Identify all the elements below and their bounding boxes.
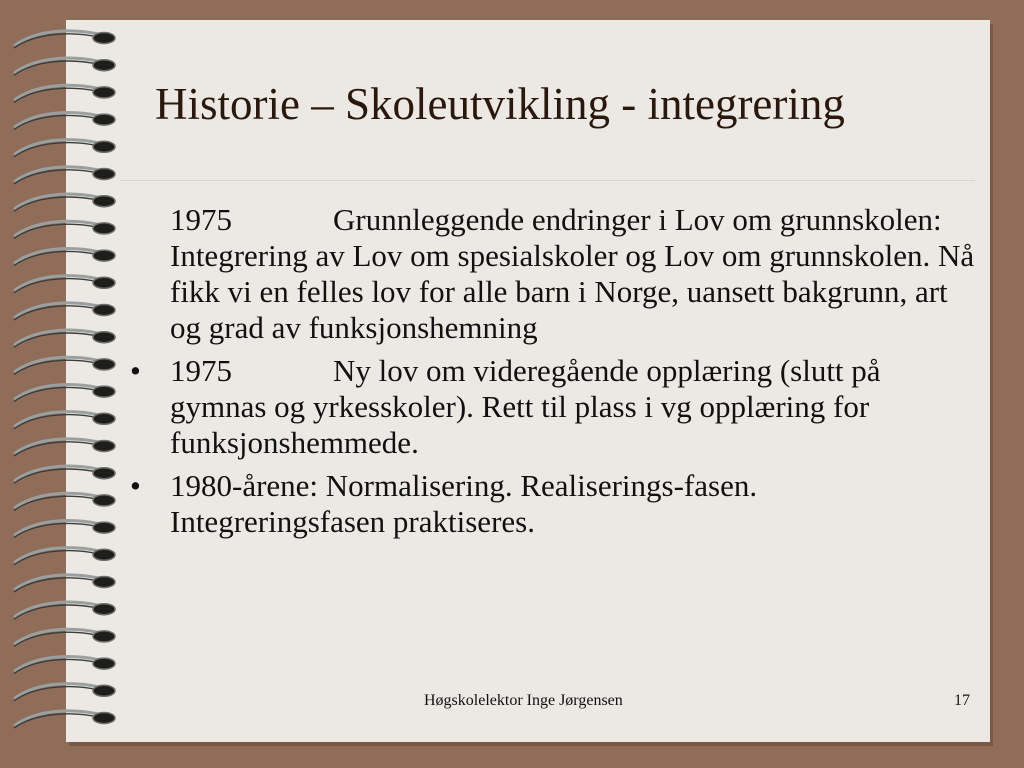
binding-hole [93, 577, 115, 588]
spiral-ring [14, 493, 98, 508]
spiral-ring [14, 520, 98, 535]
spiral-ring-shadow [14, 632, 98, 646]
spiral-ring [14, 112, 98, 127]
list-item [130, 202, 975, 346]
spiral-ring-shadow [14, 415, 98, 429]
spiral-ring-shadow [14, 224, 98, 238]
binding-hole [93, 441, 115, 452]
slide-title: Historie – Skoleutvikling - integrering [155, 79, 845, 129]
spiral-ring-shadow [14, 659, 98, 673]
spiral-ring [14, 684, 98, 699]
spiral-ring-shadow [14, 34, 98, 48]
binding-hole [93, 495, 115, 506]
slide-body [130, 202, 975, 547]
spiral-ring [14, 629, 98, 644]
binding-hole [93, 141, 115, 152]
spiral-ring [14, 276, 98, 291]
item-text: Ny lov om videregående opplæring (slutt på gymnas og yrkesskoler). Rett til plass i vg opplæring for funksjonshemmede. [170, 353, 881, 460]
binding-hole [93, 413, 115, 424]
binding-hole [93, 250, 115, 261]
binding-hole [93, 169, 115, 180]
binding-hole [93, 386, 115, 397]
list-item [130, 353, 975, 461]
binding-hole [93, 33, 115, 44]
spiral-ring-shadow [14, 143, 98, 157]
spiral-ring-shadow [14, 578, 98, 592]
spiral-ring [14, 711, 98, 726]
spiral-ring-shadow [14, 714, 98, 728]
spiral-ring [14, 602, 98, 617]
spiral-ring-shadow [14, 333, 98, 347]
binding-hole [93, 196, 115, 207]
spiral-ring-shadow [14, 469, 98, 483]
spiral-ring-shadow [14, 251, 98, 265]
spiral-ring [14, 548, 98, 563]
spiral-ring-shadow [14, 279, 98, 293]
binding-hole [93, 549, 115, 560]
binding-hole [93, 223, 115, 234]
spiral-ring [14, 221, 98, 236]
footer-author: Høgskolelektor Inge Jørgensen [424, 692, 623, 709]
spiral-ring [14, 656, 98, 671]
item-text: Grunnleggende endringer i Lov om grunnskolen: Integrering av Lov om spesialskoler og Lov om grunnskolen. Nå fikk vi en felles lov for alle barn i Norge, uansett bakgrunn, art og grad av funksjonshemning [170, 202, 975, 345]
spiral-ring [14, 330, 98, 345]
spiral-ring [14, 194, 98, 209]
spiral-ring [14, 439, 98, 454]
binding-hole [93, 114, 115, 125]
spiral-ring-shadow [14, 523, 98, 537]
spiral-ring-shadow [14, 61, 98, 75]
spiral-ring-shadow [14, 687, 98, 701]
spiral-ring [14, 303, 98, 318]
binding-hole [93, 631, 115, 642]
spiral-ring [14, 412, 98, 427]
binding-hole [93, 87, 115, 98]
bullet: • [130, 353, 141, 388]
spiral-binding-icon [10, 26, 120, 746]
spiral-ring [14, 248, 98, 263]
binding-hole [93, 658, 115, 669]
spiral-ring [14, 466, 98, 481]
spiral-ring [14, 140, 98, 155]
binding-hole [93, 60, 115, 71]
spiral-ring [14, 58, 98, 73]
spiral-ring-shadow [14, 88, 98, 102]
binding-hole [93, 305, 115, 316]
spiral-ring [14, 384, 98, 399]
spiral-ring-shadow [14, 115, 98, 129]
item-year: 1975 [170, 202, 232, 237]
binding-hole [93, 332, 115, 343]
spiral-ring-shadow [14, 197, 98, 211]
binding-hole [93, 522, 115, 533]
binding-hole [93, 685, 115, 696]
spiral-ring-shadow [14, 442, 98, 456]
page-number: 17 [954, 692, 970, 709]
spiral-ring [14, 85, 98, 100]
spiral-ring [14, 357, 98, 372]
spiral-ring-shadow [14, 605, 98, 619]
spiral-ring-shadow [14, 496, 98, 510]
title-divider [120, 180, 975, 181]
spiral-ring [14, 167, 98, 182]
binding-hole [93, 468, 115, 479]
spiral-ring-shadow [14, 306, 98, 320]
spiral-ring [14, 31, 98, 46]
item-year: 1975 [170, 353, 232, 388]
item-text: 1980-årene: Normalisering. Realiserings-fasen. Integreringsfasen praktiseres. [170, 468, 758, 539]
spiral-ring-shadow [14, 170, 98, 184]
bullet: • [130, 468, 141, 503]
spiral-ring-shadow [14, 551, 98, 565]
binding-hole [93, 359, 115, 370]
binding-hole [93, 277, 115, 288]
spiral-ring-shadow [14, 360, 98, 374]
spiral-ring-shadow [14, 387, 98, 401]
binding-hole [93, 604, 115, 615]
spiral-ring [14, 575, 98, 590]
binding-hole [93, 713, 115, 724]
list-item [130, 468, 975, 540]
